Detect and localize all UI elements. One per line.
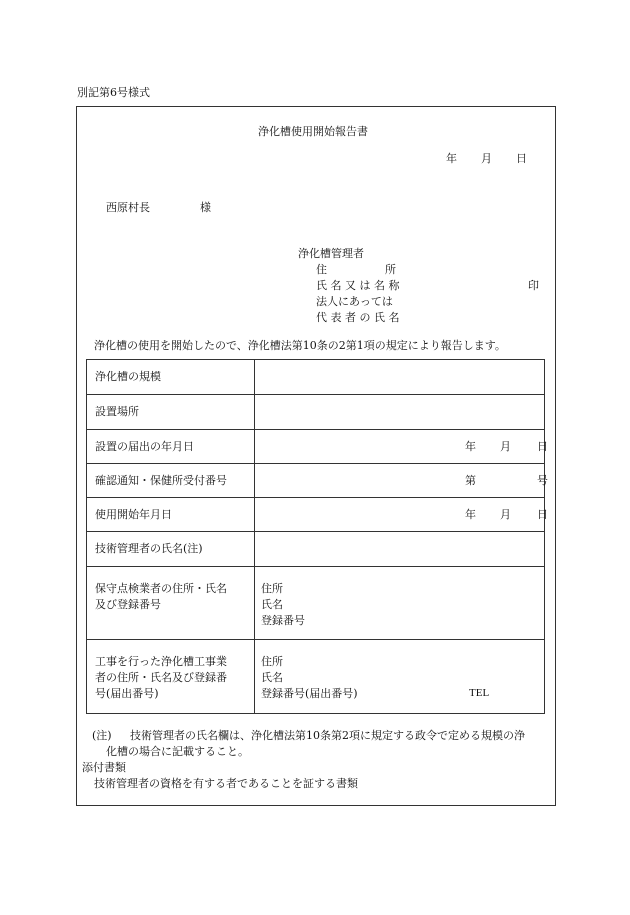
start-day-unit: 日: [537, 507, 548, 521]
row-notify-date: [87, 430, 545, 464]
field-notify-date[interactable]: [255, 430, 548, 464]
contractor-address: 住所: [261, 655, 283, 668]
label-contractor-line3: 号(届出番号): [95, 686, 159, 700]
field-scale[interactable]: [255, 360, 545, 395]
attachments-heading: 添付書類: [82, 761, 126, 774]
confirm-gou: 号: [537, 473, 548, 487]
contractor-reg-no: 登録番号(届出番号): [261, 686, 358, 700]
field-start-date[interactable]: [255, 498, 548, 532]
contractor-reg-line: [255, 686, 544, 702]
notify-day-unit: 日: [537, 439, 548, 453]
label-start-date: 使用開始年月日: [87, 498, 255, 532]
label-contractor-line2: 者の住所・氏名及び登録番: [95, 670, 227, 684]
corporation-label: 法人にあっては: [316, 295, 393, 308]
note-text-line1: 技術管理者の氏名欄は、浄化槽法第10条第2項に規定する政令で定める規模の浄: [130, 729, 525, 742]
inspector-address: 住所: [261, 582, 283, 595]
notify-month-unit: 月: [500, 439, 511, 453]
start-month-unit: 月: [500, 507, 511, 521]
contractor-tel: TEL: [469, 686, 490, 699]
date-year-label: 年: [446, 152, 457, 165]
row-confirm-no: [87, 464, 545, 498]
name-label: 氏 名 又 は 名 称: [316, 279, 400, 292]
notify-year-unit: 年: [465, 439, 476, 453]
label-inspector-line2: 及び登録番号: [95, 597, 161, 611]
label-inspector: [87, 567, 255, 640]
label-contractor-line1: 工事を行った浄化槽工事業: [95, 655, 227, 668]
form-number: 別記第6号様式: [77, 86, 150, 99]
label-location: 設置場所: [87, 395, 255, 430]
label-contractor: [87, 640, 255, 714]
form-title: 浄化槽使用開始報告書: [258, 125, 368, 138]
note-text-line2: 化槽の場合に記載すること。: [106, 745, 249, 758]
contractor-name: 氏名: [261, 670, 283, 684]
field-confirm-no[interactable]: [255, 464, 548, 498]
row-scale: [87, 360, 545, 395]
field-contractor[interactable]: [255, 640, 545, 714]
report-table: [86, 359, 548, 714]
inspector-reg-no: 登録番号: [261, 613, 305, 627]
row-start-date: [87, 498, 545, 532]
row-inspector: [87, 567, 545, 640]
seal-label: 印: [528, 279, 539, 292]
label-tech-manager: 技術管理者の氏名(注): [87, 532, 255, 567]
inspector-name: 氏名: [261, 597, 283, 611]
addressee-honorific: 様: [200, 201, 211, 214]
representative-label: 代 表 者 の 氏 名: [316, 311, 400, 324]
start-year-unit: 年: [465, 507, 476, 521]
field-tech-manager[interactable]: [255, 532, 545, 567]
row-location: [87, 395, 545, 430]
report-statement: 浄化槽の使用を開始したので、浄化槽法第10条の2第1項の規定により報告します。: [94, 339, 506, 352]
note-label: (注): [92, 729, 112, 742]
address-label-1: 住: [316, 263, 327, 276]
address-label-2: 所: [385, 263, 396, 276]
addressee-name: 西原村長: [106, 201, 150, 214]
label-confirm-no: 確認通知・保健所受付番号: [87, 464, 255, 498]
row-tech-manager: [87, 532, 545, 567]
field-inspector[interactable]: [255, 567, 545, 640]
label-notify-date: 設置の届出の年月日: [87, 430, 255, 464]
date-day-label: 日: [516, 152, 527, 165]
date-month-label: 月: [481, 152, 492, 165]
label-inspector-line1: 保守点検業者の住所・氏名: [95, 582, 227, 595]
row-contractor: [87, 640, 545, 714]
field-location[interactable]: [255, 395, 545, 430]
label-scale: 浄化槽の規模: [87, 360, 255, 395]
confirm-dai: 第: [465, 473, 476, 487]
manager-heading: 浄化槽管理者: [298, 247, 364, 260]
attachments-item: 技術管理者の資格を有する者であることを証する書類: [94, 777, 358, 790]
